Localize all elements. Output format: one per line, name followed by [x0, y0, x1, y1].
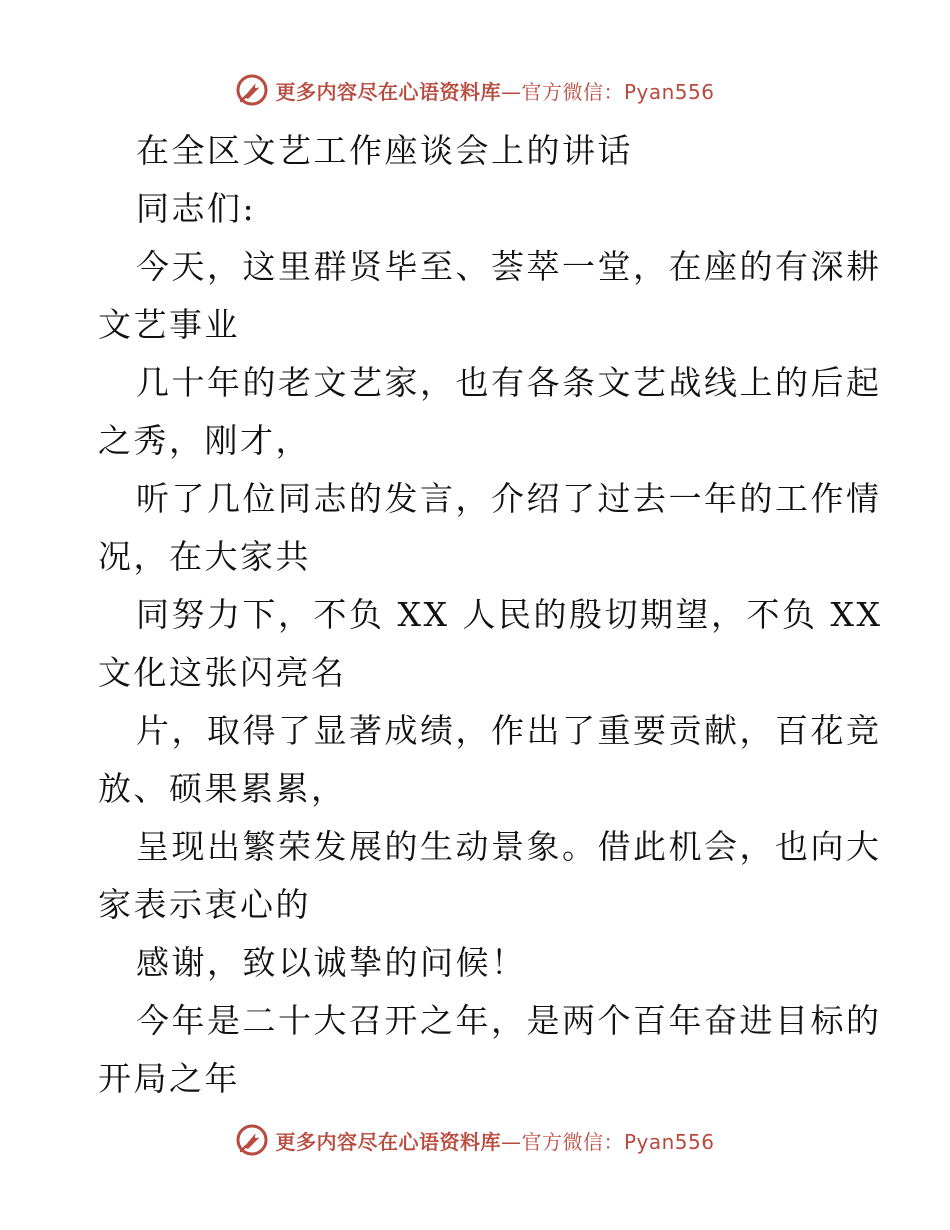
watermark-wechat-text: —官方微信：Pyan556 [500, 79, 715, 104]
paragraph [98, 238, 882, 354]
paragraph [98, 818, 882, 934]
paragraph [98, 354, 882, 470]
paragraph [98, 934, 858, 992]
watermark-main-text: 更多内容尽在心语资料库 [275, 1129, 501, 1154]
paragraph-line: 之秀，刚才， [98, 421, 311, 460]
paragraph-line: 今天，这里群贤毕至、荟萃一堂，在座的有深耕 [136, 247, 882, 286]
paragraph [98, 586, 883, 702]
watermark-main-text: 更多内容尽在心语资料库 [275, 79, 501, 104]
paragraph-line: 今年是二十大召开之年，是两个百年奋进目标的 [136, 1001, 882, 1040]
paragraph [98, 702, 882, 818]
paragraph-line: 开局之年 [98, 1059, 240, 1098]
watermark-header [0, 68, 950, 112]
paragraph [98, 180, 858, 238]
paragraph-line: 同志们: [136, 189, 257, 228]
pen-nib-logo-icon [235, 73, 269, 107]
paragraph-line: 在全区文艺工作座谈会上的讲话 [136, 131, 633, 170]
paragraph-line: 家表示衷心的 [98, 885, 311, 924]
watermark-wechat-text: —官方微信：Pyan556 [500, 1129, 715, 1154]
paragraph [98, 992, 882, 1108]
paragraph-line: 文化这张闪亮名 [98, 653, 347, 692]
document-body [98, 122, 883, 1108]
paragraph-line: 几十年的老文艺家，也有各条文艺战线上的后起 [136, 363, 882, 402]
paragraph-line: 感谢，致以诚挚的问候！ [136, 943, 527, 982]
paragraph-line: 呈现出繁荣发展的生动景象。借此机会，也向大 [136, 827, 882, 866]
paragraph-line: 文艺事业 [98, 305, 240, 344]
watermark-footer [0, 1118, 950, 1162]
paragraph-line: 同努力下，不负 XX 人民的殷切期望，不负 XX [136, 595, 883, 634]
paragraph-line: 片，取得了显著成绩，作出了重要贡献，百花竞 [136, 711, 882, 750]
paragraph [98, 470, 882, 586]
paragraph-line: 况，在大家共 [98, 537, 311, 576]
paragraph [98, 122, 858, 180]
paragraph-line: 放、硕果累累， [98, 769, 347, 808]
paragraph-line: 听了几位同志的发言，介绍了过去一年的工作情 [136, 479, 882, 518]
pen-nib-logo-icon [235, 1123, 269, 1157]
